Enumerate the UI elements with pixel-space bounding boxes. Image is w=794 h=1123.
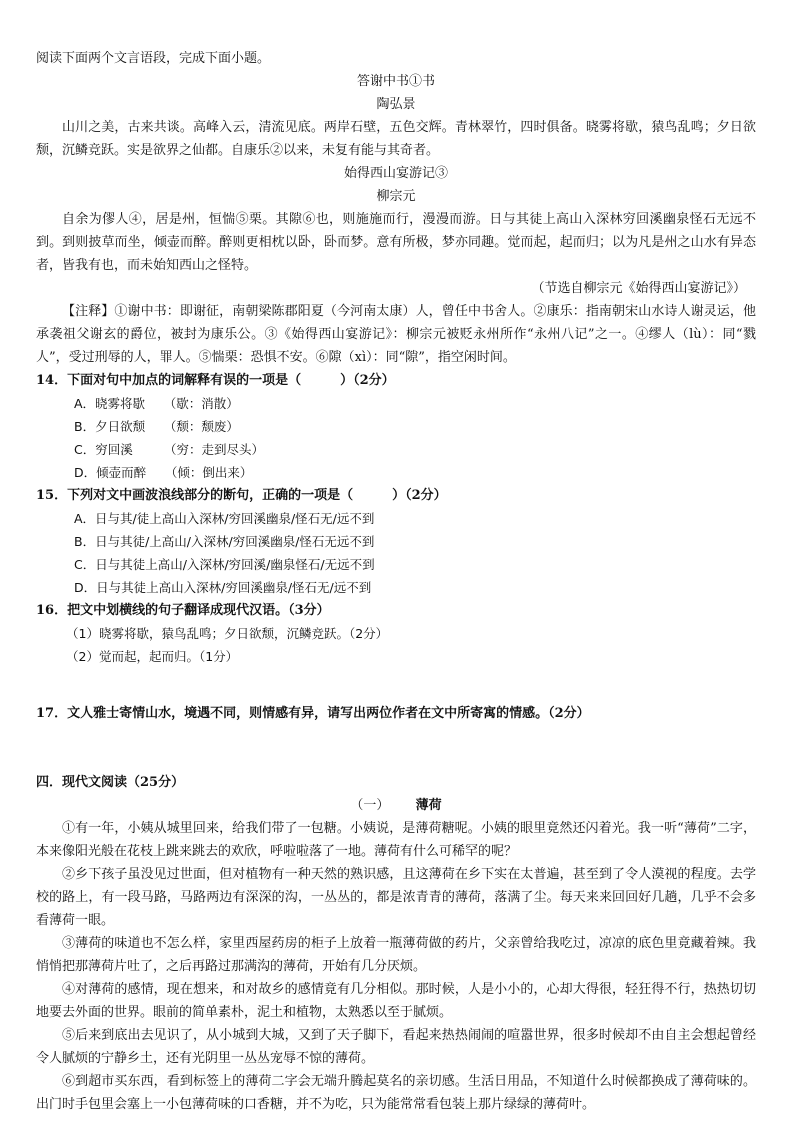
article-heading [36, 794, 756, 817]
article-paragraph: ①有一年，小姨从城里回来，给我们带了一包糖。小姨说，是薄荷糖呢。小姨的眼里竟然还闪着光。我一听“薄荷”二字，本来像阳光般在花枝上跳来跳去的欢欣，呼啦啦落了一地。薄荷有什么可稀罕的呢？ [36, 821, 756, 859]
passage1-author: 陶弘景 [376, 97, 416, 112]
question-14-option: A．晓雾将歇 （歇：消散） [74, 396, 239, 411]
passage1-title: 答谢中书①书 [356, 74, 435, 89]
article-title: 薄荷 [415, 798, 442, 813]
passage1-text: 山川之美，古来共谈。高峰入云，清流见底。两岸石壁，五色交辉。青林翠竹，四时俱备。晓雾将歇，猿鸟乱鸣；夕日欲颓，沉鳞竞跃。实是欲界之仙都。自康乐②以来，未复有能与其奇者。 [36, 120, 756, 158]
article-paragraph: ③薄荷的味道也不怎么样，家里西屋药房的柜子上放着一瓶薄荷做的药片，父亲曾给我吃过，凉凉的底色里竟藏着辣。我悄悄把那薄荷片吐了，之后再路过那满沟的薄荷，开始有几分厌烦。 [36, 936, 756, 974]
article-paragraph: ⑥到超市买东西，看到标签上的薄荷二字会无端升腾起莫名的亲切感。生活日用品，不知道什么时候都换成了薄荷味的。出门时手包里会塞上一小包薄荷味的口香糖，并不为吃，只为能常常看包装上那片绿绿的薄荷叶。 [36, 1074, 756, 1112]
answer-space [36, 668, 756, 702]
question-15-option: C．日与其徒上高山/入深林/穷回溪/幽泉怪石/无远不到 [74, 557, 375, 572]
question-15-stem: 15．下列对文中画波浪线部分的断句，正确的一项是（ ）（2分） [36, 488, 447, 503]
question-14-stem: 14．下面对句中加点的词解释有误的一项是（ ）（2分） [36, 373, 395, 388]
answer-space [36, 725, 756, 771]
article-paragraph: ⑤后来到底出去见识了，从小城到大城，又到了天子脚下，看起来热热闹闹的喧嚣世界，很多时候却不由自主会想起曾经令人腻烦的宁静乡土，还有光阴里一丛丛宠辱不惊的薄荷。 [36, 1028, 756, 1066]
passage2-text: 自余为僇人④，居是州，恒惴⑤栗。其隙⑥也，则施施而行，漫漫而游。日与其徒上高山入深林穷回溪幽泉怪石无远不到。到则披草而坐，倾壶而醉。醉则更相枕以卧，卧而梦。意有所极，梦亦同趣。觉而起，起而归；以为凡是州之山水有异态者，皆我有也，而未始知西山之怪特。 [36, 212, 756, 273]
question-16-stem: 16．把文中划横线的句子翻译成现代汉语。（3分） [36, 603, 330, 618]
passage2-title: 始得西山宴游记③ [343, 166, 448, 181]
question-14-option: D．倾壶而醉 （倾：倒出来） [74, 465, 253, 480]
article-part-label: （一） [350, 798, 390, 813]
question-16-subitem: （2）觉而起，起而归。（1分） [66, 649, 239, 664]
passage2-source: （节选自柳宗元《始得西山宴游记》） [531, 281, 746, 296]
passage2-author: 柳宗元 [376, 189, 416, 204]
question-17-stem: 17．文人雅士寄情山水，境遇不同，则情感有异，请写出两位作者在文中所寄寓的情感。（2分） [36, 706, 590, 721]
question-16-subitem: （1）晓雾将歇，猿鸟乱鸣；夕日欲颓，沉鳞竞跃。（2分） [66, 626, 389, 641]
article-paragraph: ②乡下孩子虽没见过世面，但对植物有一种天然的熟识感，且这薄荷在乡下实在太普遍，甚至到了令人漠视的程度。去学校的路上，有一段马路，马路两边有深深的沟，一丛丛的，都是浓青青的薄荷，落满了尘。每天来来回回好几趟，几乎不会多看薄荷一眼。 [36, 867, 756, 928]
question-14-option: C．穷回溪 （穷：走到尽头） [74, 442, 264, 457]
question-14-option: B．夕日欲颓 （颓：颓废） [74, 419, 239, 434]
question-15-option: B．日与其徒/上高山/入深林/穷回溪幽泉/怪石无远不到 [74, 534, 375, 549]
section-4-heading: 四．现代文阅读（25分） [36, 775, 185, 790]
annotation-notes: 【注释】①谢中书：即谢征，南朝梁陈郡阳夏（今河南太康）人，曾任中书舍人。②康乐：指南朝宋山水诗人谢灵运，他承袭祖父谢玄的爵位，被封为康乐公。③《始得西山宴游记》：柳宗元被贬永州所作“永州八记”之一。④缪人（lù）：同“戮人”，受过刑辱的人，罪人。⑤惴栗：恐惧不安。⑥隙（xì）：同“隙”，指空闲时间。 [36, 304, 756, 365]
article-paragraph: ④对薄荷的感情，现在想来，和对故乡的感情竟有几分相似。那时候，人是小小的，心却大得很，轻狂得不行，热热切切地要去外面的世界。眼前的简单素朴，泥土和植物，太熟悉以至于腻烦。 [36, 982, 756, 1020]
question-15-option: D．日与其徒上高山入深林/穷回溪幽泉/怪石无/远不到 [74, 580, 372, 595]
question-15-option: A．日与其/徒上高山入深林/穷回溪幽泉/怪石无/远不到 [74, 511, 375, 526]
reading-instruction: 阅读下面两个文言语段，完成下面小题。 [36, 51, 271, 66]
